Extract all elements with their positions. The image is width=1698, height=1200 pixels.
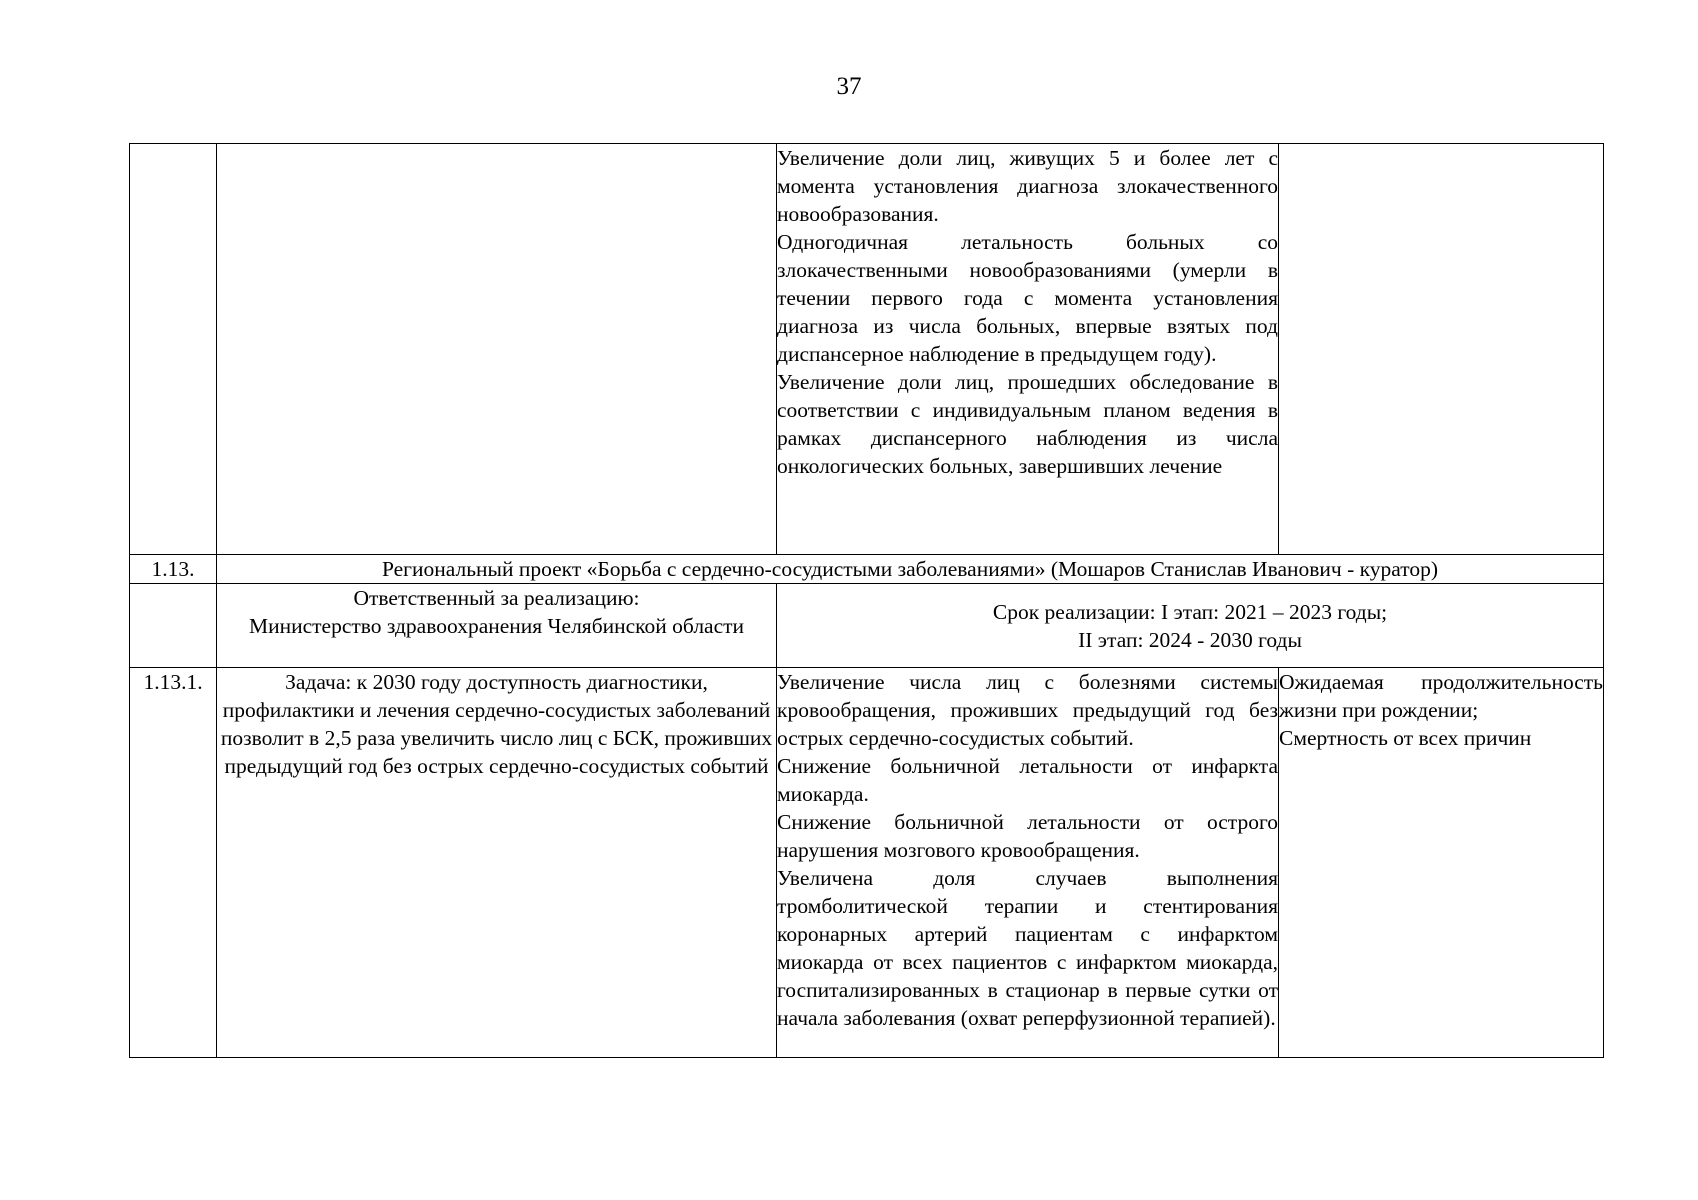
task-cell	[217, 144, 777, 555]
number-cell	[130, 144, 217, 555]
number-cell	[130, 584, 217, 668]
table-row-responsible	[130, 584, 1604, 668]
indicators-cell	[777, 144, 1279, 555]
period-line-1: Срок реализации: I этап: 2021 – 2023 годы;	[992, 599, 1388, 624]
program-table	[129, 143, 1604, 1058]
indicator-item: Снижение больничной летальности от инфаркта миокарда.	[777, 754, 1278, 806]
indicator-item: Увеличение доли лиц, живущих 5 и более лет с момента установления диагноза злокачественного новообразования.	[777, 146, 1278, 226]
task-text: Задача: к 2030 году доступность диагностики, профилактики и лечения сердечно-сосудистых заболеваний позволит в 2,5 раза увеличить число лиц с БСК, проживших предыдущий год без острых сердечно-сосудистых событий	[217, 668, 777, 1058]
responsible-label: Ответственный за реализацию:	[353, 586, 640, 610]
table-row-task	[130, 668, 1604, 1058]
page-number: 37	[836, 73, 862, 100]
responsible-org: Министерство здравоохранения Челябинской области	[248, 614, 745, 638]
goals-cell	[1279, 144, 1604, 555]
goal-item: Смертность от всех причин	[1279, 726, 1532, 750]
indicator-item: Увеличена доля случаев выполнения тромболитической терапии и стентирования коронарных артерий пациентам с инфарктом миокарда от всех пациентов с инфарктом миокарда, госпитализированных в стационар в первые сутки от начала заболевания (охват реперфузионной терапией).	[777, 866, 1278, 1030]
period-line-2: II этап: 2024 - 2030 годы	[1078, 627, 1302, 652]
indicators-cell	[777, 668, 1279, 1058]
indicator-item: Снижение больничной летальности от острого нарушения мозгового кровообращения.	[777, 810, 1278, 862]
goal-item: Ожидаемая продолжительность жизни при рождении;	[1279, 670, 1603, 722]
indicator-item: Одногодичная летальность больных со злокачественными новообразованиями (умерли в течении первого года с момента установления диагноза из числа больных, впервые взятых под диспансерное наблюдение в предыдущем году).	[777, 230, 1278, 366]
project-title: Региональный проект «Борьба с сердечно-сосудистыми заболеваниями» (Мошаров Станислав Иванович - куратор)	[217, 555, 1604, 584]
table-row-continued	[130, 144, 1604, 555]
indicator-item: Увеличение числа лиц с болезнями системы кровообращения, проживших предыдущий год без острых сердечно-сосудистых событий.	[777, 670, 1278, 750]
task-number: 1.13.1.	[130, 668, 217, 1058]
project-number: 1.13.	[130, 555, 217, 584]
responsible-cell	[217, 584, 777, 668]
goals-cell	[1279, 668, 1604, 1058]
table-row-project	[130, 555, 1604, 584]
indicator-item: Увеличение доли лиц, прошедших обследование в соответствии с индивидуальным планом ведения в рамках диспансерного наблюдения из числа онкологических больных, завершивших лечение	[777, 370, 1278, 478]
period-cell	[777, 584, 1604, 668]
